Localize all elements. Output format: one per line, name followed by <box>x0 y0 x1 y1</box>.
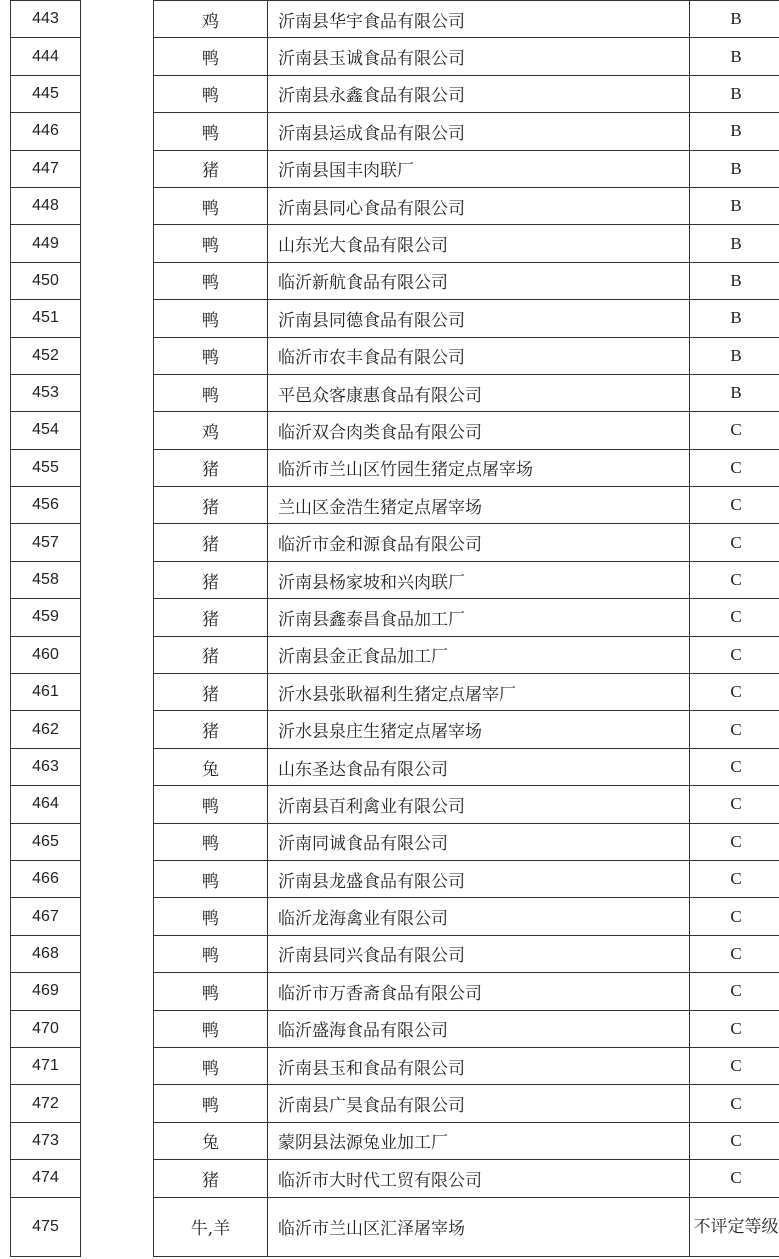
species-cell: 猪 <box>154 150 268 187</box>
species-cell: 猪 <box>154 711 268 748</box>
table-row <box>11 412 779 449</box>
region-cell <box>81 1085 154 1122</box>
row-number: 456 <box>11 487 81 524</box>
species-cell: 鸭 <box>154 823 268 860</box>
table-row <box>11 1122 779 1159</box>
row-number: 455 <box>11 449 81 486</box>
table-row <box>11 524 779 561</box>
table-row <box>11 599 779 636</box>
table-row <box>11 1047 779 1084</box>
row-number: 460 <box>11 636 81 673</box>
species-cell: 猪 <box>154 1160 268 1197</box>
company-name-cell: 沂南县玉诚食品有限公司 <box>268 38 690 75</box>
table-row <box>11 1197 779 1256</box>
species-cell: 鸭 <box>154 935 268 972</box>
species-cell: 鸭 <box>154 113 268 150</box>
region-cell <box>81 374 154 411</box>
grade-cell: C <box>690 636 779 673</box>
species-cell: 兔 <box>154 748 268 785</box>
region-cell <box>81 75 154 112</box>
row-number: 445 <box>11 75 81 112</box>
table-row <box>11 38 779 75</box>
row-number: 443 <box>11 1 81 38</box>
table-row <box>11 935 779 972</box>
species-cell: 牛,羊 <box>154 1197 268 1256</box>
species-cell: 猪 <box>154 449 268 486</box>
region-cell <box>81 1010 154 1047</box>
table-body <box>11 1 779 1257</box>
grade-cell: C <box>690 935 779 972</box>
grade-cell: C <box>690 412 779 449</box>
grade-cell: C <box>690 1010 779 1047</box>
company-name-cell: 临沂市万香斋食品有限公司 <box>268 973 690 1010</box>
grade-cell: B <box>690 187 779 224</box>
company-name-cell: 蒙阴县法源兔业加工厂 <box>268 1122 690 1159</box>
region-cell <box>81 1047 154 1084</box>
row-number: 466 <box>11 860 81 897</box>
company-name-cell: 临沂盛海食品有限公司 <box>268 1010 690 1047</box>
grade-cell: B <box>690 1 779 38</box>
region-cell <box>81 38 154 75</box>
table-row <box>11 823 779 860</box>
species-cell: 鸭 <box>154 1047 268 1084</box>
species-cell: 猪 <box>154 674 268 711</box>
species-cell: 鸭 <box>154 860 268 897</box>
table-row <box>11 1160 779 1197</box>
row-number: 447 <box>11 150 81 187</box>
company-name-cell: 沂南县广昊食品有限公司 <box>268 1085 690 1122</box>
company-name-cell: 山东光大食品有限公司 <box>268 225 690 262</box>
grade-cell: C <box>690 1085 779 1122</box>
company-name-cell: 临沂龙海禽业有限公司 <box>268 898 690 935</box>
region-cell <box>81 1122 154 1159</box>
region-cell <box>81 823 154 860</box>
grade-cell: C <box>690 599 779 636</box>
row-number: 457 <box>11 524 81 561</box>
table-row <box>11 262 779 299</box>
region-cell <box>81 1 154 38</box>
table-row <box>11 973 779 1010</box>
table-row <box>11 187 779 224</box>
grade-cell: C <box>690 1160 779 1197</box>
company-name-cell: 临沂市兰山区汇泽屠宰场 <box>268 1197 690 1256</box>
table-row <box>11 711 779 748</box>
table-row <box>11 786 779 823</box>
region-cell <box>81 674 154 711</box>
row-number: 471 <box>11 1047 81 1084</box>
slaughterhouse-grade-table <box>10 0 779 1257</box>
row-number: 448 <box>11 187 81 224</box>
grade-cell: C <box>690 823 779 860</box>
region-cell <box>81 113 154 150</box>
region-cell <box>81 225 154 262</box>
species-cell: 鸭 <box>154 75 268 112</box>
species-cell: 鸭 <box>154 337 268 374</box>
region-cell <box>81 898 154 935</box>
species-cell: 鸭 <box>154 973 268 1010</box>
grade-cell: C <box>690 449 779 486</box>
species-cell: 兔 <box>154 1122 268 1159</box>
row-number: 449 <box>11 225 81 262</box>
table-row <box>11 1 779 38</box>
region-cell <box>81 636 154 673</box>
company-name-cell: 沂南县永鑫食品有限公司 <box>268 75 690 112</box>
region-cell <box>81 599 154 636</box>
grade-cell: C <box>690 524 779 561</box>
grade-cell: C <box>690 1122 779 1159</box>
company-name-cell: 沂南县鑫泰昌食品加工厂 <box>268 599 690 636</box>
region-cell <box>81 337 154 374</box>
company-name-cell: 沂水县泉庄生猪定点屠宰场 <box>268 711 690 748</box>
company-name-cell: 沂南县龙盛食品有限公司 <box>268 860 690 897</box>
grade-cell: C <box>690 786 779 823</box>
region-cell <box>81 487 154 524</box>
species-cell: 鸭 <box>154 225 268 262</box>
table-row <box>11 561 779 598</box>
species-cell: 鸭 <box>154 374 268 411</box>
species-cell: 鸭 <box>154 898 268 935</box>
company-name-cell: 沂南县运成食品有限公司 <box>268 113 690 150</box>
table-row <box>11 860 779 897</box>
region-cell <box>81 860 154 897</box>
species-cell: 猪 <box>154 487 268 524</box>
species-cell: 鸭 <box>154 187 268 224</box>
row-number: 446 <box>11 113 81 150</box>
row-number: 451 <box>11 300 81 337</box>
company-name-cell: 山东圣达食品有限公司 <box>268 748 690 785</box>
row-number: 468 <box>11 935 81 972</box>
table-row <box>11 75 779 112</box>
row-number: 467 <box>11 898 81 935</box>
grade-cell: B <box>690 300 779 337</box>
table-row <box>11 748 779 785</box>
row-number: 472 <box>11 1085 81 1122</box>
species-cell: 猪 <box>154 561 268 598</box>
row-number: 454 <box>11 412 81 449</box>
table-row <box>11 225 779 262</box>
company-name-cell: 临沂新航食品有限公司 <box>268 262 690 299</box>
company-name-cell: 临沂市兰山区竹园生猪定点屠宰场 <box>268 449 690 486</box>
grade-cell: C <box>690 860 779 897</box>
row-number: 461 <box>11 674 81 711</box>
grade-cell: B <box>690 337 779 374</box>
company-name-cell: 沂南同诚食品有限公司 <box>268 823 690 860</box>
row-number: 470 <box>11 1010 81 1047</box>
region-cell <box>81 187 154 224</box>
species-cell: 鸭 <box>154 38 268 75</box>
table-row <box>11 674 779 711</box>
region-cell <box>81 1160 154 1197</box>
row-number: 475 <box>11 1197 81 1256</box>
species-cell: 鸭 <box>154 300 268 337</box>
company-name-cell: 平邑众客康惠食品有限公司 <box>268 374 690 411</box>
grade-cell: C <box>690 748 779 785</box>
region-cell <box>81 786 154 823</box>
grade-cell: B <box>690 38 779 75</box>
grade-cell: C <box>690 1047 779 1084</box>
row-number: 463 <box>11 748 81 785</box>
table-row <box>11 113 779 150</box>
grade-cell: C <box>690 487 779 524</box>
region-cell <box>81 449 154 486</box>
row-number: 458 <box>11 561 81 598</box>
region-cell <box>81 150 154 187</box>
species-cell: 猪 <box>154 599 268 636</box>
company-name-cell: 沂南县同德食品有限公司 <box>268 300 690 337</box>
row-number: 452 <box>11 337 81 374</box>
company-name-cell: 临沂市农丰食品有限公司 <box>268 337 690 374</box>
region-cell <box>81 412 154 449</box>
company-name-cell: 沂南县百利禽业有限公司 <box>268 786 690 823</box>
grade-cell: C <box>690 898 779 935</box>
row-number: 464 <box>11 786 81 823</box>
company-name-cell: 沂南县杨家坡和兴肉联厂 <box>268 561 690 598</box>
region-cell <box>81 973 154 1010</box>
table-row <box>11 300 779 337</box>
table-row <box>11 337 779 374</box>
row-number: 462 <box>11 711 81 748</box>
species-cell: 猪 <box>154 524 268 561</box>
species-cell: 鸡 <box>154 412 268 449</box>
grade-cell: B <box>690 374 779 411</box>
row-number: 469 <box>11 973 81 1010</box>
grade-cell: C <box>690 674 779 711</box>
grade-cell: B <box>690 262 779 299</box>
table-row <box>11 374 779 411</box>
table-row <box>11 636 779 673</box>
species-cell: 鸡 <box>154 1 268 38</box>
grade-cell: C <box>690 561 779 598</box>
company-name-cell: 兰山区金浩生猪定点屠宰场 <box>268 487 690 524</box>
row-number: 453 <box>11 374 81 411</box>
company-name-cell: 临沂双合肉类食品有限公司 <box>268 412 690 449</box>
species-cell: 猪 <box>154 636 268 673</box>
table-row <box>11 487 779 524</box>
grade-cell: C <box>690 973 779 1010</box>
region-cell <box>81 748 154 785</box>
region-cell <box>81 262 154 299</box>
company-name-cell: 临沂市金和源食品有限公司 <box>268 524 690 561</box>
row-number: 465 <box>11 823 81 860</box>
row-number: 473 <box>11 1122 81 1159</box>
row-number: 459 <box>11 599 81 636</box>
table-row <box>11 150 779 187</box>
row-number: 444 <box>11 38 81 75</box>
company-name-cell: 沂南县金正食品加工厂 <box>268 636 690 673</box>
row-number: 450 <box>11 262 81 299</box>
grade-cell: B <box>690 75 779 112</box>
region-cell <box>81 524 154 561</box>
species-cell: 鸭 <box>154 1085 268 1122</box>
grade-cell: B <box>690 113 779 150</box>
grade-cell: B <box>690 225 779 262</box>
table-row <box>11 898 779 935</box>
region-cell <box>81 561 154 598</box>
region-cell <box>81 300 154 337</box>
grade-cell: 不评定等级 <box>690 1197 779 1256</box>
table-row <box>11 1085 779 1122</box>
region-cell <box>81 935 154 972</box>
company-name-cell: 沂南县同兴食品有限公司 <box>268 935 690 972</box>
company-name-cell: 临沂市大时代工贸有限公司 <box>268 1160 690 1197</box>
species-cell: 鸭 <box>154 786 268 823</box>
table-row <box>11 449 779 486</box>
company-name-cell: 沂南县玉和食品有限公司 <box>268 1047 690 1084</box>
company-name-cell: 沂南县同心食品有限公司 <box>268 187 690 224</box>
grade-cell: C <box>690 711 779 748</box>
row-number: 474 <box>11 1160 81 1197</box>
region-cell <box>81 1197 154 1256</box>
grade-cell: B <box>690 150 779 187</box>
species-cell: 鸭 <box>154 262 268 299</box>
region-cell <box>81 711 154 748</box>
company-name-cell: 沂水县张耿福利生猪定点屠宰厂 <box>268 674 690 711</box>
species-cell: 鸭 <box>154 1010 268 1047</box>
table-row <box>11 1010 779 1047</box>
company-name-cell: 沂南县国丰肉联厂 <box>268 150 690 187</box>
company-name-cell: 沂南县华宇食品有限公司 <box>268 1 690 38</box>
